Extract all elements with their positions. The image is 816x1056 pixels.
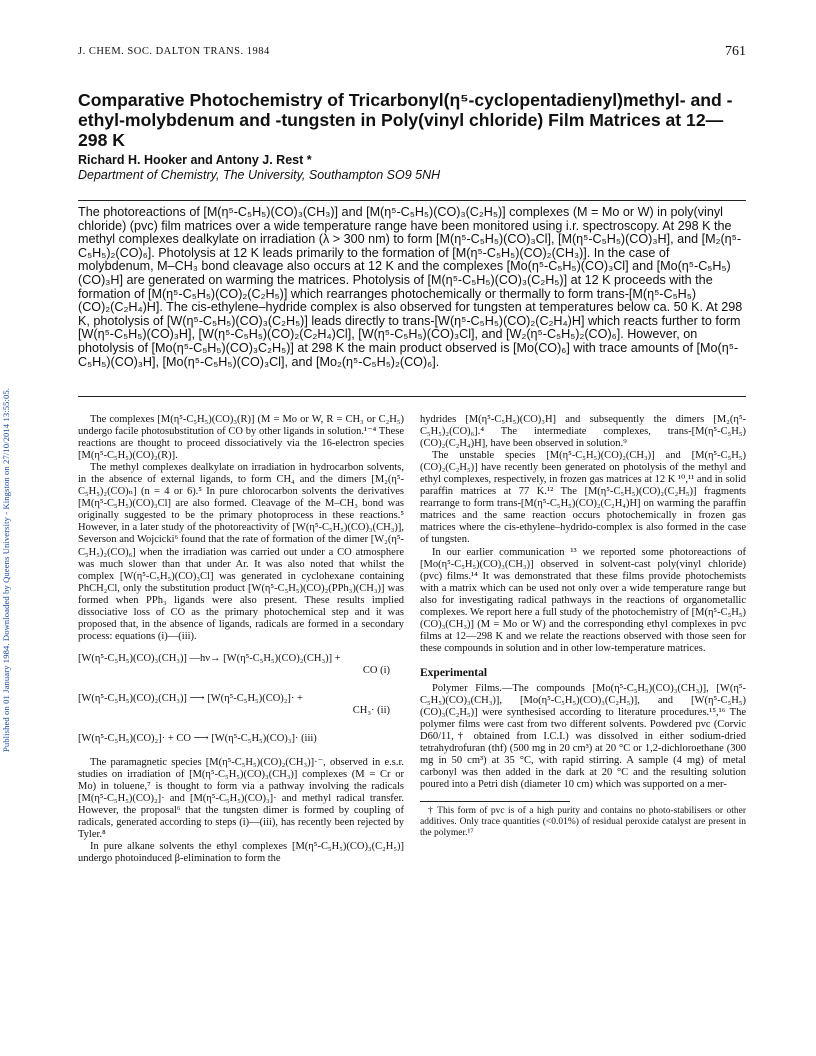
paragraph: In pure alkane solvents the ethyl complexes [M(η⁵-C₅H₅)(CO)₃(C₂H₅)] undergo photoinduced β-elimination to form the: [78, 841, 404, 865]
abstract-text: The photoreactions of [M(η⁵-C₅H₅)(CO)₃(CH₃)] and [M(η⁵-C₅H₅)(CO)₃(C₂H₅)] complexes (M = Mo or W) in poly(vinyl chloride) (pvc) film matrices over a wide temperature range have been monitored using i.r. spectroscopy. At 298 K the methyl complexes dealkylate on irradiation (λ > 300 nm) to form [M(η⁵-C₅H₅)(CO)₃Cl], [M(η⁵-C₅H₅)(CO)₃H], and [M₂(η⁵-C₅H₅)₂(CO)₆]. Photolysis at 12 K leads primarily to the formation of [M(η⁵-C₅H₅)(CO)₂(CH₃)]. In the case of molybdenum, M–CH₃ bond cleavage also occurs at 12 K and the complexes [Mo(η⁵-C₅H₅)(CO)₃Cl] and [Mo(η⁵-C₅H₅)(CO)₃H] are generated on warming the matrices. Photolysis of [M(η⁵-C₅H₅)(CO)₃(C₂H₅)] at 12 K proceeds with the formation of [M(η⁵-C₅H₅)(CO)₂(C₂H₅)] which rearranges photochemically or thermally to form trans-[M(η⁵-C₅H₅)(CO)₂(C₂H₄)H]. The cis-ethylene–hydride complex is also observed for tungsten at temperatures below ca. 50 K. At 298 K, photolysis of [W(η⁵-C₅H₅)(CO)₃(C₂H₅)] leads directly to trans-[W(η⁵-C₅H₅)(CO)₂(C₂H₄)H] which reacts further to form [W(η⁵-C₅H₅)(CO)₃H], [W(η⁵-C₅H₅)(CO)₂(C₂H₄)Cl], [W(η⁵-C₅H₅)(CO)₃Cl], and [W₂(η⁵-C₅H₅)₂(CO)₆]. However, on photolysis of [Mo(η⁵-C₅H₅)(CO)₃C₂H₅)] at 298 K the main product observed is [Mo(CO)₆] with trace amounts of [Mo(η⁵-C₅H₅)(CO)₃H], [Mo(η⁵-C₅H₅)(CO)₃Cl], and [Mo₂(η⁵-C₅H₅)₂(CO)₆].: [78, 205, 743, 369]
download-watermark: Published on 01 January 1984. Downloaded by Queens University - Kingston on 27/10/2014 13:55:05.: [1, 387, 11, 753]
journal-name: J. CHEM. SOC. DALTON TRANS. 1984: [78, 46, 270, 57]
paragraph: The paramagnetic species [M(η⁵-C₅H₅)(CO)₂(CH₃)]·⁻, observed in e.s.r. studies on irradiation of [M(η⁵-C₅H₅)(CO)₃(CH₃)] complexes (M = Cr or Mo) in toluene,⁷ is thought to form via a pathway involving the radicals [M(η⁵-C₅H₅)(CO)₂]· and [M(η⁵-C₅H₅)(CO)₃]· and methyl radical transfer. However, the proposal⁶ that the tungsten dimer is formed by coupling of radicals, generated according to steps (i)—(iii), has recently been rejected by Tyler.⁸: [78, 756, 404, 841]
running-header: [78, 44, 746, 64]
abstract-top-rule: [78, 200, 746, 201]
paragraph: The complexes [M(η⁵-C₅H₅)(CO)₃(R)] (M = Mo or W, R = CH₃ or C₂H₅) undergo facile photosubstitution of CO by other ligands in solution.¹⁻⁴ These reactions are thought to proceed dissociatively via the 16-electron species [M(η⁵-C₅H₅)(CO)₂(R)].: [78, 414, 404, 462]
author-affiliation: Department of Chemistry, The University, Southampton SO9 5NH: [78, 168, 441, 182]
paragraph: In our earlier communication ¹³ we reported some photoreactions of [Mo(η⁵-C₅H₅)(CO)₃(CH₃)] observed in solvent-cast poly(vinyl chloride) (pvc) films.¹⁴ It was demonstrated that these films provide photochemists with a matrix which can be used not only over a wide temperature range but also for investigating radical pathways in the reactions of organometallic complexes. We report here a full study of the photochemistry of [M(η⁵-C₅H₅)(CO)₃(CH₃)] (M = Mo or W) and the corresponding ethyl complexes in pvc films at 12—298 K and we relate the reactions observed with those seen for these compounds in solution and in other low-temperature matrices.: [420, 546, 746, 654]
article-title: Comparative Photochemistry of Tricarbonyl(η⁵-cyclopentadienyl)methyl- and -ethyl-molybdenum and -tungsten in Poly(vinyl chloride) Film Matrices at 12—298 K: [78, 90, 733, 150]
paragraph: hydrides [M(η⁵-C₅H₅)(CO)₃H] and subsequently the dimers [M₂(η⁵-C₅H₅)₂(CO)₆].⁴ The intermediate complexes, trans-[M(η⁵-C₅H₅)(CO)₂(C₂H₄)H], have been observed in solution.⁹: [420, 414, 746, 450]
abstract-bottom-rule: [78, 396, 746, 397]
paragraph: The unstable species [M(η⁵-C₅H₅)(CO)₂(CH₃)] and [M(η⁵-C₅H₅)(CO)₂(C₂H₅)] have recently been generated on photolysis of the methyl and ethyl complexes, respectively, in frozen gas matrices at 12 K ¹⁰,¹¹ and in solid paraffin matrices at 77 K.¹² The [M(η⁵-C₅H₅)(CO)₂(C₂H₅)] fragments rearrange to form trans-[M(η⁵-C₅H₅)(CO)₂(C₂H₄)H] on warming the paraffin matrices and the same reaction occurs photochemically in frozen gas matrices where the cis-ethylene–hydrido-complex is also formed in the case of tungsten.: [420, 450, 746, 546]
equation-i: [W(η⁵-C₅H₅)(CO)₃(CH₃)] —hν→ [W(η⁵-C₅H₅)(CO)₂(CH₃)] + CO (i): [78, 652, 390, 676]
article-authors: Richard H. Hooker and Antony J. Rest *: [78, 153, 312, 167]
section-heading-experimental: Experimental: [420, 666, 488, 679]
abstract: [78, 206, 746, 369]
footnote-rule: [420, 801, 570, 802]
paragraph: The methyl complexes dealkylate on irradiation in hydrocarbon solvents, in the absence of external ligands, to form CH₄ and the dimers [M₂(η⁵-C₅H₅)₂(CO)ₙ] (n = 4 or 6).⁵ In pure chlorocarbon solvents the derivatives [M(η⁵-C₅H₅)(CO)₃Cl] are also formed. Cleavage of the M–CH₃ bond was originally suggested to be the primary photoprocess in these reactions.⁵ However, in a later study of the photoreactivity of [W(η⁵-C₅H₅)(CO)₃(CH₃)], Severson and Wojcicki⁶ found that the rate of formation of the dimer [W₂(η⁵-C₅H₅)₂(CO)₆] when the irradiation was carried out under a CO atmosphere was much slower than that under Ar. It was also noted that whilst the complex [W(η⁵-C₅H₅)(CO)₃Cl] was generated in cyclohexane containing PhCH₂Cl, only the substitution product [W(η⁵-C₅H₅)(CO)₂(PPh₃)(CH₃)] was formed when PPh₃ ligands were also present. These results implied dissociative loss of CO as the primary photochemical step and it was proposed that, in the absence of ligands, radicals are formed in a secondary process: equations (i)—(iii).: [78, 462, 404, 642]
paragraph: Polymer Films.—The compounds [Mo(η⁵-C₅H₅)(CO)₃(CH₃)], [W(η⁵-C₅H₅)(CO)₃(CH₃)], [Mo(η⁵-C₅H₅)(CO)₃(C₂H₅)], and [W(η⁵-C₅H₅)(CO)₃(C₂H₅)] were synthesised according to literature procedures.¹⁵,¹⁶ The polymer films were cast from two different solvents. Powdered pvc (Corvic D60/11,† obtained from I.C.I.) was dissolved in either sodium-dried tetrahydrofuran (thf) (500 mg in 20 cm³) at 20 °C or 1,2-dichloroethane (300 mg in 50 cm³) at 35 °C, with rapid stirring. A sample (4 mg) of metal carbonyl was then added in the dark at 20 °C and the resulting solution poured into a Petri dish (diameter 10 cm) which was supported on a mer-: [420, 682, 746, 791]
equation-ii: [W(η⁵-C₅H₅)(CO)₂(CH₃)] ⟶ [W(η⁵-C₅H₅)(CO)₂]· + CH₃· (ii): [78, 692, 390, 716]
right-column: [420, 414, 746, 839]
equation-iii: [W(η⁵-C₅H₅)(CO)₂]· + CO ⟶ [W(η⁵-C₅H₅)(CO)₃]· (iii): [78, 732, 317, 744]
page-number: 761: [725, 44, 746, 59]
footnote: † This form of pvc is of a high purity and contains no photo-stabilisers or other additives. Only trace quantities (<0.01%) of residual peroxide catalyst are present in the polymer.¹⁷: [420, 806, 746, 839]
left-column: [78, 414, 404, 865]
